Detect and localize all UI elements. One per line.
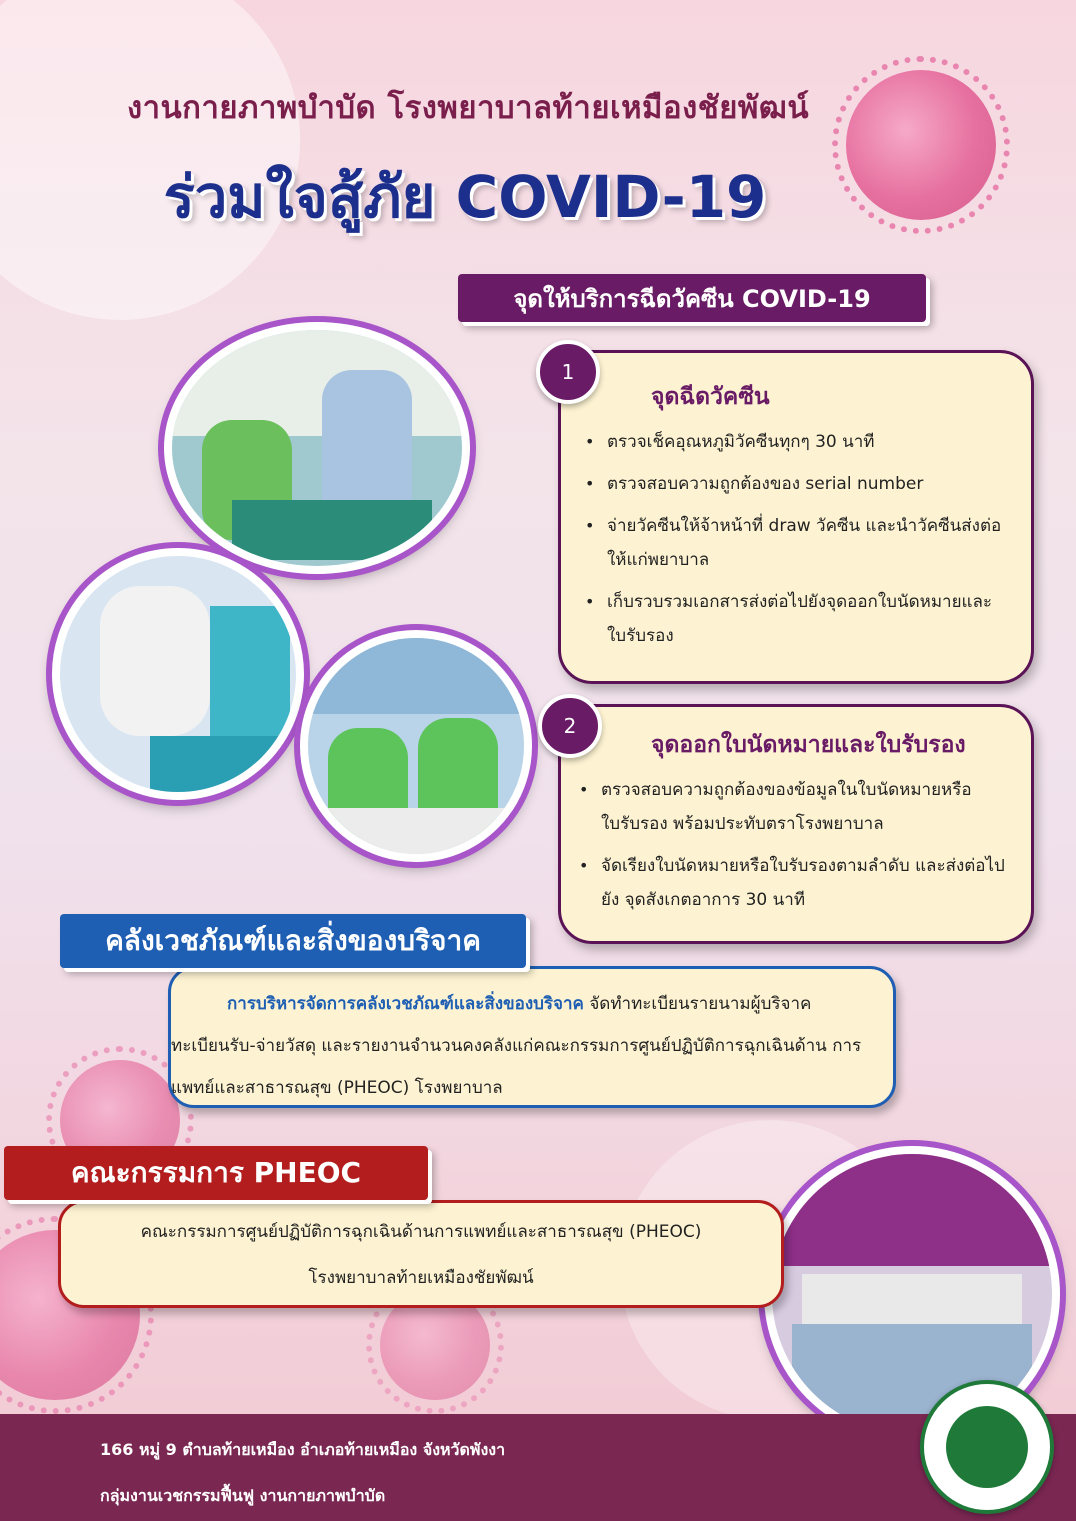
- list-item: • ตรวจสอบความถูกต้องของ serial number: [585, 467, 1005, 501]
- footer-unit: กลุ่มงานเวชกรรมฟื้นฟู งานกายภาพบำบัด: [100, 1486, 386, 1505]
- organization-subtitle: งานกายภาพบำบัด โรงพยาบาลท้ายเหมืองชัยพัฒน์: [126, 90, 810, 126]
- seal-emblem: [946, 1406, 1028, 1488]
- pheoc-line-1: คณะกรรมการศูนย์ปฏิบัติการฉุกเฉินด้านการแพทย์และสาธารณสุข (PHEOC): [140, 1222, 702, 1242]
- list-item: • ตรวจเช็คอุณหภูมิวัคซีนทุกๆ 30 นาที: [585, 425, 1005, 459]
- step-number-badge: 1: [536, 340, 600, 404]
- appointment-card: [558, 704, 1034, 944]
- pheoc-description-box: [58, 1200, 784, 1308]
- pheoc-line-2: โรงพยาบาลท้ายเหมืองชัยพัฒน์: [308, 1268, 534, 1288]
- warehouse-lead: การบริหารจัดการคลังเวชภัณฑ์และสิ่งของบริจาค: [227, 994, 584, 1014]
- card-title: จุดออกใบนัดหมายและใบรับรอง: [651, 732, 966, 758]
- card-title: จุดฉีดวัคซีน: [651, 384, 770, 410]
- warehouse-body: จัดทำทะเบียนรายนามผู้บริจาค ทะเบียนรับ-จ่ายวัสดุ และรายงานจำนวนคงคลังแก่คณะกรรมการศูนย์ปฏิบัติการฉุกเฉินด้าน การแพทย์และสาธารณสุข (PHEOC) โรงพยาบาล: [171, 994, 862, 1098]
- photo-vaccine-prep: [164, 322, 470, 574]
- list-item: • เก็บรวบรวมเอกสารส่งต่อไปยังจุดออกใบนัดหมายและ ใบรับรอง: [585, 585, 1005, 653]
- warehouse-section-banner: คลังเวชภัณฑ์และสิ่งของบริจาค: [60, 914, 526, 968]
- ministry-seal-icon: [920, 1380, 1054, 1514]
- photo-vaccine-cooler: [52, 548, 304, 800]
- step-number-badge: 2: [538, 694, 602, 758]
- pheoc-section-banner: คณะกรรมการ PHEOC: [4, 1146, 428, 1200]
- list-item: • จ่ายวัคซีนให้จ้าหน้าที่ draw วัคซีน และนำวัคซีนส่งต่อ ให้แก่พยาบาล: [585, 509, 1005, 577]
- warehouse-description: [171, 983, 871, 1109]
- vaccination-point-card: [558, 350, 1034, 684]
- page-title: ร่วมใจสู้ภัย COVID-19: [163, 163, 767, 231]
- list-item: • ตรวจสอบความถูกต้องของข้อมูลในใบนัดหมายหรือ ใบรับรอง พร้อมประทับตราโรงพยาบาล: [579, 773, 1009, 841]
- appointment-task-list: [579, 773, 1009, 925]
- warehouse-description-box: [168, 966, 896, 1108]
- list-item: • จัดเรียงใบนัดหมายหรือใบรับรองตามลำดับ และส่งต่อไปยัง จุดสังเกตอาการ 30 นาที: [579, 849, 1009, 917]
- vaccination-task-list: [585, 425, 1005, 661]
- photo-registration-desk: [300, 630, 532, 862]
- vaccine-section-banner: จุดให้บริการฉีดวัคซีน COVID-19: [458, 274, 926, 322]
- footer-address: 166 หมู่ 9 ตำบลท้ายเหมือง อำเภอท้ายเหมือง จังหวัดพังงา: [100, 1440, 506, 1459]
- footer: [0, 1414, 1076, 1521]
